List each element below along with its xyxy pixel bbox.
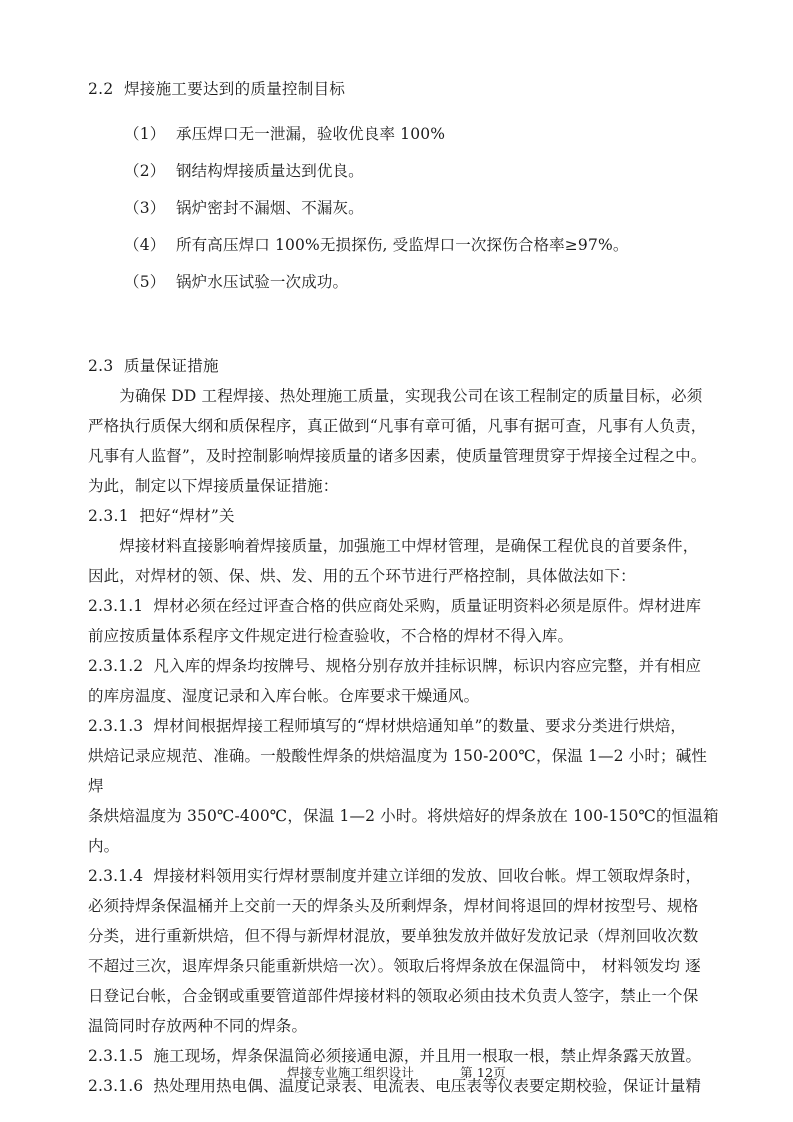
list-item — [88, 153, 720, 190]
paragraph-line: 为此，制定以下焊接质量保证措施： — [88, 477, 339, 495]
paragraph-line: 焊接材料直接影响着焊接质量，加强施工中焊材管理，是确保工程优良的首要条件， — [88, 537, 699, 555]
section-heading-2-2: 2.2 焊接施工要达到的质量控制目标 — [88, 80, 346, 98]
list-item-text: 所有高压焊口 100%无损探伤, 受监焊口一次探伤合格率≥97%。 — [176, 236, 629, 254]
list-item-text: 钢结构焊接质量达到优良。 — [176, 162, 364, 180]
footer-title: 焊接专业施工组织设计 — [287, 1065, 415, 1080]
clause-2-3-1-4-line: 不超过三次，退库焊条只能重新烘焙一次）。领取后将焊条放在保温筒中， 材料领发均 逐 — [88, 957, 701, 975]
page-footer — [0, 1063, 793, 1081]
list-item — [88, 227, 720, 264]
clause-2-3-1-3-line: 烘焙记录应规范、准确。一般酸性焊条的烘焙温度为 150-200℃，保温 1—2 小时；碱性焊 — [88, 747, 708, 795]
section-heading-2-3: 2.3 质量保证措施 — [88, 357, 219, 375]
list-marker: （1） — [124, 125, 166, 143]
spacer — [88, 301, 720, 351]
list-marker: （2） — [124, 162, 166, 180]
paragraph-line: 因此，对焊材的领、保、烘、发、用的五个环节进行严格控制，具体做法如下： — [88, 567, 636, 585]
clause-2-3-1-2-line: 的库房温度、湿度记录和入库台帐。仓库要求干燥通风。 — [88, 687, 480, 705]
paragraph-line: 为确保 DD 工程焊接、热处理施工质量，实现我公司在该工程制定的质量目标，必须 — [88, 387, 703, 405]
clause-2-3-1-4-line: 分类，进行重新烘焙，但不得与新焊材混放，要单独发放并做好发放记录（焊剂回收次数 — [88, 927, 699, 945]
section-heading-2-3-1: 2.3.1 把好“焊材”关 — [88, 507, 235, 525]
list-marker: （5） — [124, 273, 166, 291]
clause-2-3-1-2-line: 2.3.1.2 凡入库的焊条均按牌号、规格分别存放并挂标识牌，标识内容应完整，并有相应 — [88, 657, 702, 675]
footer-page-number: 第 12页 — [460, 1065, 506, 1080]
list-item — [88, 190, 720, 227]
paragraph-line: 凡事有人监督”，及时控制影响焊接质量的诸多因素，使质量管理贯穿于焊接全过程之中。 — [88, 447, 707, 465]
list-item — [88, 264, 720, 301]
list-item-text: 锅炉密封不漏烟、不漏灰。 — [176, 199, 364, 217]
list-marker: （4） — [124, 236, 166, 254]
clause-2-3-1-1-line: 2.3.1.1 焊材必须在经过评查合格的供应商处采购，质量证明资料必须是原件。焊材进库 — [88, 597, 702, 615]
list-marker: （3） — [124, 199, 166, 217]
clause-2-3-1-1-line: 前应按质量体系程序文件规定进行检查验收，不合格的焊材不得入库。 — [88, 627, 574, 645]
document-body — [88, 74, 720, 1101]
clause-2-3-1-4-line: 必须持焊条保温桶并上交前一天的焊条头及所剩焊条，焊材间将退回的焊材按型号、规格 — [88, 897, 699, 915]
clause-2-3-1-4-line: 2.3.1.4 焊接材料领用实行焊材票制度并建立详细的发放、回收台帐。焊工领取焊条时， — [88, 867, 702, 885]
clause-2-3-1-3-line: 2.3.1.3 焊材间根据焊接工程师填写的“焊材烘焙通知单”的数量、要求分类进行烘焙， — [88, 717, 687, 735]
spacer — [88, 104, 720, 116]
clause-2-3-1-4-line: 温筒同时存放两种不同的焊条。 — [88, 1017, 308, 1035]
clause-2-3-1-3-line: 条烘焙温度为 350℃-400℃，保温 1—2 小时。将烘焙好的焊条放在 100-150℃的恒温箱内。 — [88, 807, 719, 855]
clause-2-3-1-5-line: 2.3.1.5 施工现场，焊条保温筒必须接通电源，并且用一根取一根，禁止焊条露天放置。 — [88, 1047, 702, 1065]
paragraph-line: 严格执行质保大纲和质保程序，真正做到“凡事有章可循，凡事有据可查，凡事有人负责， — [88, 417, 707, 435]
clause-2-3-1-4-line: 日登记台帐，合金钢或重要管道部件焊接材料的领取必须由技术负责人签字，禁止一个保 — [88, 987, 699, 1005]
clause-2-3-1-6-line: 2.3.1.6 热处理用热电偶、温度记录表、电流表、电压表等仪表要定期校验，保证计量精 — [88, 1077, 702, 1095]
list-item-text: 承压焊口无一泄漏，验收优良率 100% — [176, 125, 446, 143]
list-item — [88, 116, 720, 153]
list-item-text: 锅炉水压试验一次成功。 — [176, 273, 349, 291]
